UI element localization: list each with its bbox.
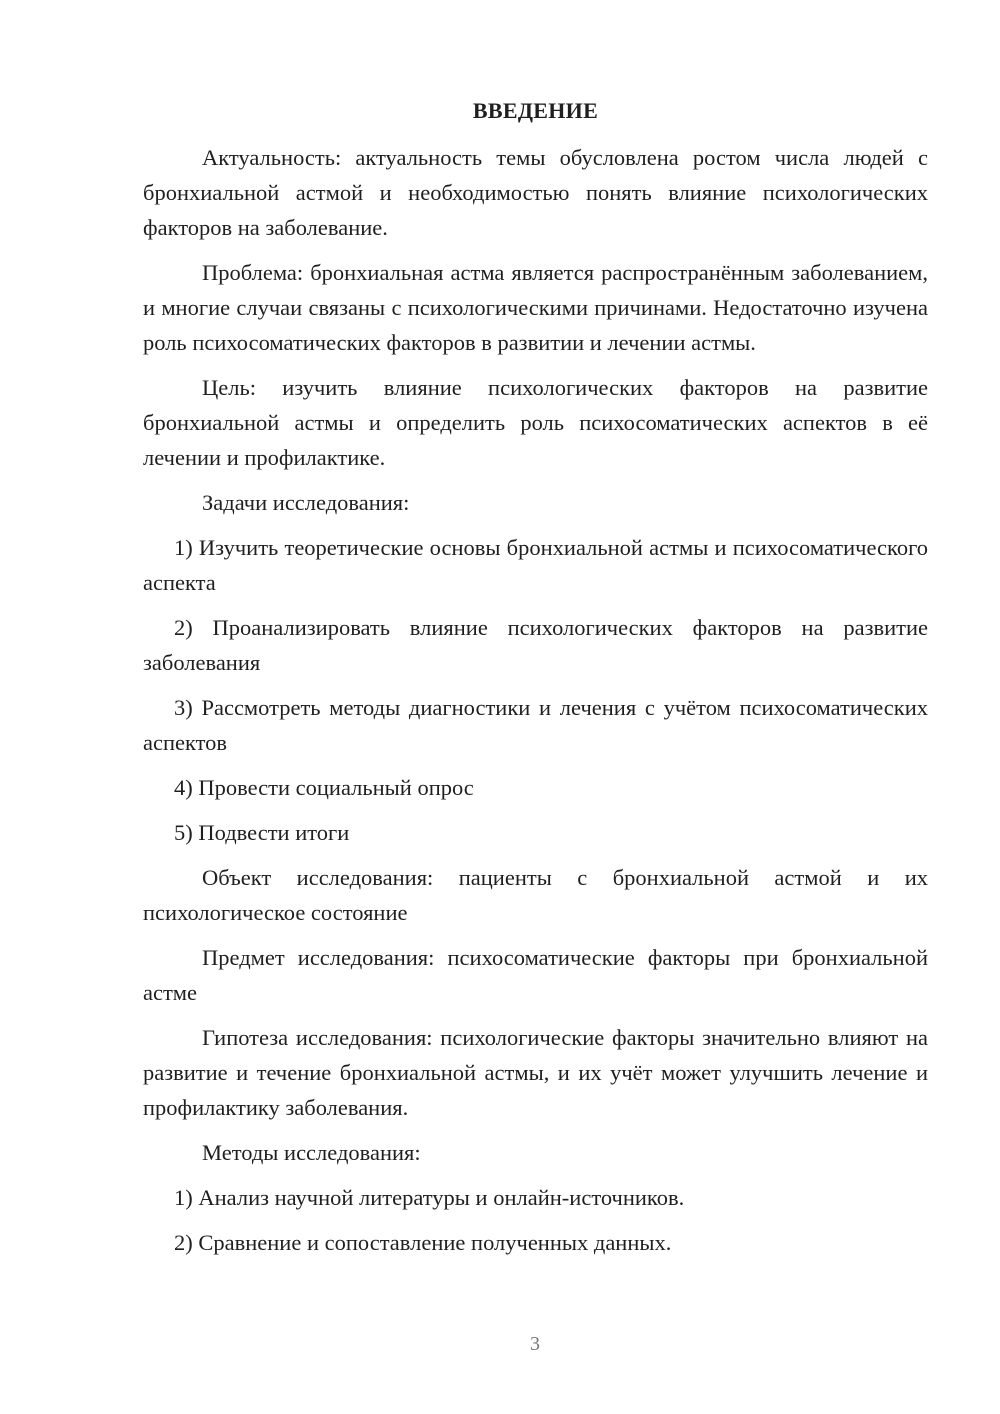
task-item-3: 3) Рассмотреть методы диагностики и лечения с учётом психосоматических аспектов: [143, 695, 928, 755]
page-title: ВВЕДЕНИЕ: [472, 98, 599, 123]
task-item-2: 2) Проанализировать влияние психологических факторов на развитие заболевания: [143, 615, 928, 675]
relevance-paragraph: Актуальность: актуальность темы обусловлена ростом числа людей с бронхиальной астмой и необходимостью понять влияние психологических факторов на заболевание.: [143, 145, 928, 240]
page-content: [143, 92, 928, 1270]
method-item-2: 2) Сравнение и сопоставление полученных данных.: [174, 1230, 672, 1255]
method-item-1: 1) Анализ научной литературы и онлайн-источников.: [174, 1185, 685, 1210]
subject-paragraph: Предмет исследования: психосоматические факторы при бронхиальной астме: [143, 945, 928, 1005]
problem-paragraph: Проблема: бронхиальная астма является распространённым заболеванием, и многие случаи связаны с психологическими причинами. Недостаточно изучена роль психосоматических факторов в развитии и лечении астмы.: [143, 260, 928, 355]
task-item-1: 1) Изучить теоретические основы бронхиальной астмы и психосоматического аспекта: [143, 535, 928, 595]
task-item-4: 4) Провести социальный опрос: [174, 775, 474, 800]
object-paragraph: Объект исследования: пациенты с бронхиальной астмой и их психологическое состояние: [143, 865, 928, 925]
task-item-5: 5) Подвести итоги: [174, 820, 350, 845]
hypothesis-paragraph: Гипотеза исследования: психологические факторы значительно влияют на развитие и течение бронхиальной астмы, и их учёт может улучшить лечение и профилактику заболевания.: [143, 1025, 928, 1120]
methods-heading: Методы исследования:: [202, 1140, 421, 1165]
tasks-heading: Задачи исследования:: [202, 490, 410, 515]
goal-paragraph: Цель: изучить влияние психологических факторов на развитие бронхиальной астмы и определить роль психосоматических аспектов в её лечении и профилактике.: [143, 375, 928, 470]
page-number: 3: [530, 1333, 540, 1355]
